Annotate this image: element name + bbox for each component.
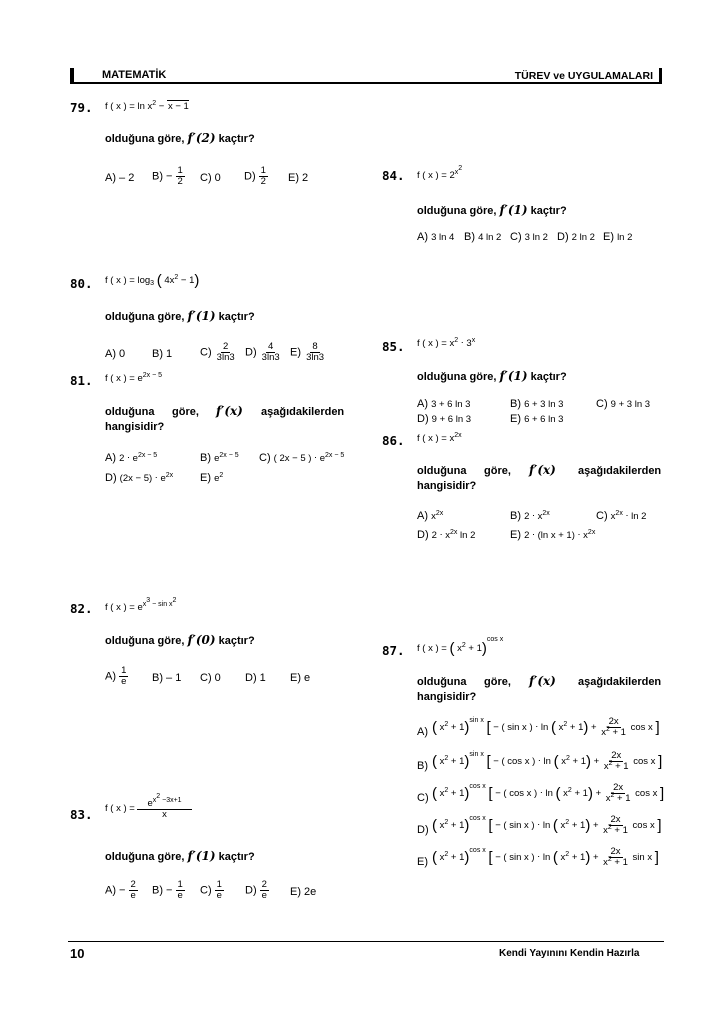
question-86-deriv: f′(x) (529, 463, 556, 477)
question-79-prompt: olduğuna göre, f′(2) kaçtır? (105, 131, 255, 145)
q79-option-a[interactable]: A) – 2 (105, 172, 135, 184)
q86-option-c[interactable]: C) $x^{2x} \cdot \ln 2$ (596, 510, 647, 522)
q81-option-b[interactable]: B) $e^{2x - 5}$ (200, 452, 239, 464)
question-81-deriv: f′(x) (216, 404, 243, 418)
q80-option-d[interactable]: D) $\frac{4}{3\ln 3}$ (245, 341, 280, 363)
q85-option-b[interactable]: B) 6 + 3 ln 3 (510, 398, 564, 410)
question-87-prompt-line1: olduğuna (417, 676, 467, 688)
question-79-number: 79. (70, 100, 93, 115)
q81-option-a[interactable]: A) $2 \cdot e^{2x - 5}$ (105, 452, 158, 464)
q85-option-d[interactable]: D) 9 + 6 ln 3 (417, 413, 472, 425)
q85-option-a[interactable]: A) 3 + 6 ln 3 (417, 398, 471, 410)
question-80-prompt: olduğuna göre, f′(1) kaçtır? (105, 309, 255, 323)
question-82-number: 82. (70, 601, 93, 616)
question-85-function: f ( x ) = $x^2 \cdot 3^x$ (417, 337, 476, 349)
q83-option-b[interactable]: B) − $\frac{1}{e}$ (152, 879, 183, 901)
question-84-prompt: olduğuna göre, f′(1) kaçtır? (417, 203, 567, 217)
question-81-prompt-line1: olduğuna (105, 406, 155, 418)
question-81-number: 81. (70, 373, 93, 388)
question-86-gore: göre, (484, 465, 511, 477)
question-82-function: f ( x ) = $e^{x^3 - sin x^2}$ (105, 597, 177, 613)
q79-option-c[interactable]: C) 0 (200, 172, 221, 184)
question-87-gore: göre, (484, 676, 511, 688)
page-number: 10 (70, 946, 85, 961)
q84-option-c[interactable]: C) 3 ln 2 (510, 231, 548, 243)
q86-option-a[interactable]: A) $x^{2x}$ (417, 510, 444, 522)
q86-option-b[interactable]: B) $2 \cdot x^{2x}$ (510, 510, 550, 522)
q85-option-c[interactable]: C) 9 + 3 ln 3 (596, 398, 651, 410)
q79-option-d[interactable]: D) $\frac{1}{2}$ (244, 165, 266, 187)
q84-option-a[interactable]: A) 3 ln 4 (417, 231, 455, 243)
subject-title: MATEMATİK (102, 69, 167, 81)
question-83-number: 83. (70, 807, 93, 822)
question-81-hangisidir: hangisidir? (105, 421, 165, 433)
q87-option-c-expr[interactable]: ( $x^2 + 1)^{cos x}$ [ − ( cos x ) ⋅ ln ( $x^2 + 1$) + $\frac{2x}{x^2 + 1}$ cos x ] (432, 782, 665, 804)
question-83-function: f ( x ) = $\frac{e^{x^2 -3x+1}}{x}$ (105, 797, 192, 820)
question-81-gore: göre, (172, 406, 199, 418)
question-84-number: 84. (382, 168, 405, 183)
q87-option-b-expr[interactable]: ( $x^2 + 1)^{sin x}$ [ − ( cos x ) ⋅ ln ( $x^2 + 1$) + $\frac{2x}{x^2 + 1}$ cos x ] (432, 750, 663, 772)
q80-option-b[interactable]: B) 1 (152, 348, 173, 360)
q82-option-a[interactable]: A) $\frac{1}{e}$ (105, 665, 127, 687)
question-79-function: f ( x ) = $\ln x^2 - x - 1$ (105, 100, 189, 112)
q79-option-e[interactable]: E) 2 (288, 172, 309, 184)
q81-option-e[interactable]: E) $e^2$ (200, 472, 224, 484)
q82-option-c[interactable]: C) 0 (200, 672, 221, 684)
q79-option-b[interactable]: B) − $\frac{1}{2}$ (152, 165, 183, 187)
q80-option-e[interactable]: E) $\frac{8}{3\ln 3}$ (290, 341, 325, 363)
question-81-function: f ( x ) = $e^{2x - 5}$ (105, 372, 163, 384)
question-80-function: f ( x ) = $\log_3$ ( $4x^2 - 1$) (105, 272, 200, 289)
q87-option-e-expr[interactable]: ( $x^2 + 1)^{cos x}$ [ − ( sin x ) ⋅ ln ( $x^2 + 1$) + $\frac{2x}{x^2 + 1}$ sin x ] (432, 846, 659, 868)
q80-option-c[interactable]: C) $\frac{2}{3\ln 3}$ (200, 341, 235, 363)
question-87-deriv: f′(x) (529, 674, 556, 688)
q83-option-c[interactable]: C) $\frac{1}{e}$ (200, 879, 222, 901)
question-87-asagidakilerden: aşağıdakilerden (578, 676, 662, 688)
question-86-asagidakilerden: aşağıdakilerden (578, 465, 662, 477)
question-86-number: 86. (382, 433, 405, 448)
q83-option-a[interactable]: A) − $\frac{2}{e}$ (105, 879, 136, 901)
question-86-hangisidir: hangisidir? (417, 480, 477, 492)
q82-option-b[interactable]: B) – 1 (152, 672, 182, 684)
question-87-function: f ( x ) = ( $x^2 + 1)^{cos x}$ (417, 636, 504, 657)
q82-option-d[interactable]: D) 1 (245, 672, 266, 684)
q87-option-c-label[interactable]: C) (417, 792, 429, 804)
q83-option-e[interactable]: E) 2e (290, 886, 317, 898)
question-87-hangisidir: hangisidir? (417, 691, 477, 703)
q87-option-d-label[interactable]: D) (417, 824, 429, 836)
footer-divider (68, 941, 664, 942)
question-85-prompt: olduğuna göre, f′(1) kaçtır? (417, 369, 567, 383)
question-82-prompt: olduğuna göre, f′(0) kaçtır? (105, 633, 255, 647)
q81-option-c[interactable]: C) ( 2x − 5 ) ⋅ $e^{2x - 5}$ (259, 452, 345, 464)
q87-option-d-expr[interactable]: ( $x^2 + 1)^{cos x}$ [ − ( sin x ) ⋅ ln ( $x^2 + 1$) + $\frac{2x}{x^2 + 1}$ cos x ] (432, 814, 662, 836)
chapter-title: TÜREV ve UYGULAMALARI (514, 70, 653, 82)
page-header (70, 68, 662, 84)
q85-option-e[interactable]: E) 6 + 6 ln 3 (510, 413, 564, 425)
question-83-prompt: olduğuna göre, f′(1) kaçtır? (105, 849, 255, 863)
question-84-function: f ( x ) = $2^{x^2}$ (417, 165, 463, 181)
q84-option-e[interactable]: E) ln 2 (603, 231, 633, 243)
q86-option-e[interactable]: E) 2 ⋅ (ln $x + 1) \cdot x^{2x}$ (510, 529, 596, 541)
q87-option-b-label[interactable]: B) (417, 760, 428, 772)
question-85-number: 85. (382, 339, 405, 354)
q84-option-d[interactable]: D) 2 ln 2 (557, 231, 595, 243)
question-87-number: 87. (382, 643, 405, 658)
q80-option-a[interactable]: A) 0 (105, 348, 126, 360)
q82-option-e[interactable]: E) e (290, 672, 311, 684)
q87-option-a-label[interactable]: A) (417, 726, 428, 738)
q84-option-b[interactable]: B) 4 ln 2 (464, 231, 502, 243)
q86-option-d[interactable]: D) $2 \cdot x^{2x}$ ln 2 (417, 529, 476, 541)
q81-option-d[interactable]: D) $(2x - 5) \cdot e^{2x}$ (105, 472, 174, 484)
publisher-name: Kendi Yayınını Kendin Hazırla (499, 948, 640, 959)
q87-option-a-expr[interactable]: ( $x^2 + 1)^{sin x}$ [ − ( sin x ) ⋅ ln ( $x^2 + 1$) + $\frac{2x}{x^2 + 1}$ cos x ] (432, 716, 660, 738)
q83-option-d[interactable]: D) $\frac{2}{e}$ (245, 879, 267, 901)
question-81-asagidakilerden: aşağıdakilerden (261, 406, 345, 418)
question-86-function: f ( x ) = $x^{2x}$ (417, 432, 462, 444)
question-80-number: 80. (70, 276, 93, 291)
q87-option-e-label[interactable]: E) (417, 856, 428, 868)
question-86-prompt-line1: olduğuna (417, 465, 467, 477)
